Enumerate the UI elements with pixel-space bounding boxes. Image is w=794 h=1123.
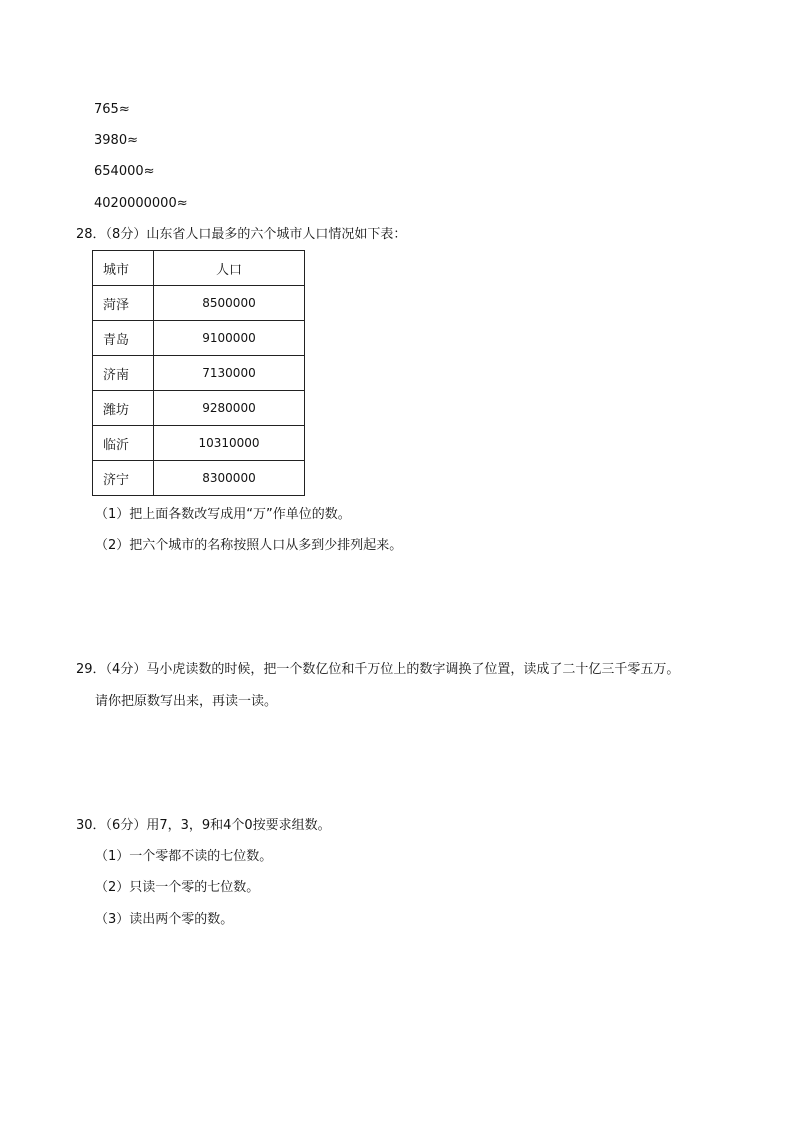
- approx-line-4: 4020000000≈: [94, 196, 188, 211]
- table-cell-city: 潍坊: [93, 391, 154, 426]
- table-row: [93, 391, 305, 426]
- table-header-city: 城市: [93, 251, 154, 286]
- approx-line-2: 3980≈: [94, 133, 138, 148]
- question-28-part-1: （1）把上面各数改写成用“万”作单位的数。: [95, 507, 351, 522]
- table-cell-city: 济南: [93, 356, 154, 391]
- table-row: [93, 321, 305, 356]
- table-cell-city: 青岛: [93, 321, 154, 356]
- table-row: [93, 426, 305, 461]
- question-30-title: 30．（6分）用7，3，9和4个0按要求组数。: [76, 818, 331, 833]
- question-29-title: 29．（4分）马小虎读数的时候，把一个数亿位和千万位上的数字调换了位置，读成了二十亿三千零五万。: [76, 662, 680, 677]
- table-row: [93, 461, 305, 496]
- approx-line-3: 654000≈: [94, 164, 155, 179]
- table-cell-population: 9100000: [154, 321, 305, 356]
- table-cell-city: 济宁: [93, 461, 154, 496]
- table-cell-city: 菏泽: [93, 286, 154, 321]
- table-cell-population: 9280000: [154, 391, 305, 426]
- population-table: [92, 250, 305, 496]
- question-28-part-2: （2）把六个城市的名称按照人口从多到少排列起来。: [95, 538, 403, 553]
- table-header-population: 人口: [154, 251, 305, 286]
- table-cell-population: 8500000: [154, 286, 305, 321]
- table-cell-population: 8300000: [154, 461, 305, 496]
- approx-line-1: 765≈: [94, 102, 130, 117]
- question-30-part-2: （2）只读一个零的七位数。: [95, 880, 260, 895]
- table-row: [93, 286, 305, 321]
- table-header-row: [93, 251, 305, 286]
- table-cell-city: 临沂: [93, 426, 154, 461]
- table-cell-population: 10310000: [154, 426, 305, 461]
- table-cell-population: 7130000: [154, 356, 305, 391]
- question-29-line-2: 请你把原数写出来，再读一读。: [95, 694, 278, 709]
- question-30-part-3: （3）读出两个零的数。: [95, 912, 234, 927]
- question-28-title: 28．（8分）山东省人口最多的六个城市人口情况如下表：: [76, 227, 407, 242]
- table-row: [93, 356, 305, 391]
- question-30-part-1: （1）一个零都不读的七位数。: [95, 849, 273, 864]
